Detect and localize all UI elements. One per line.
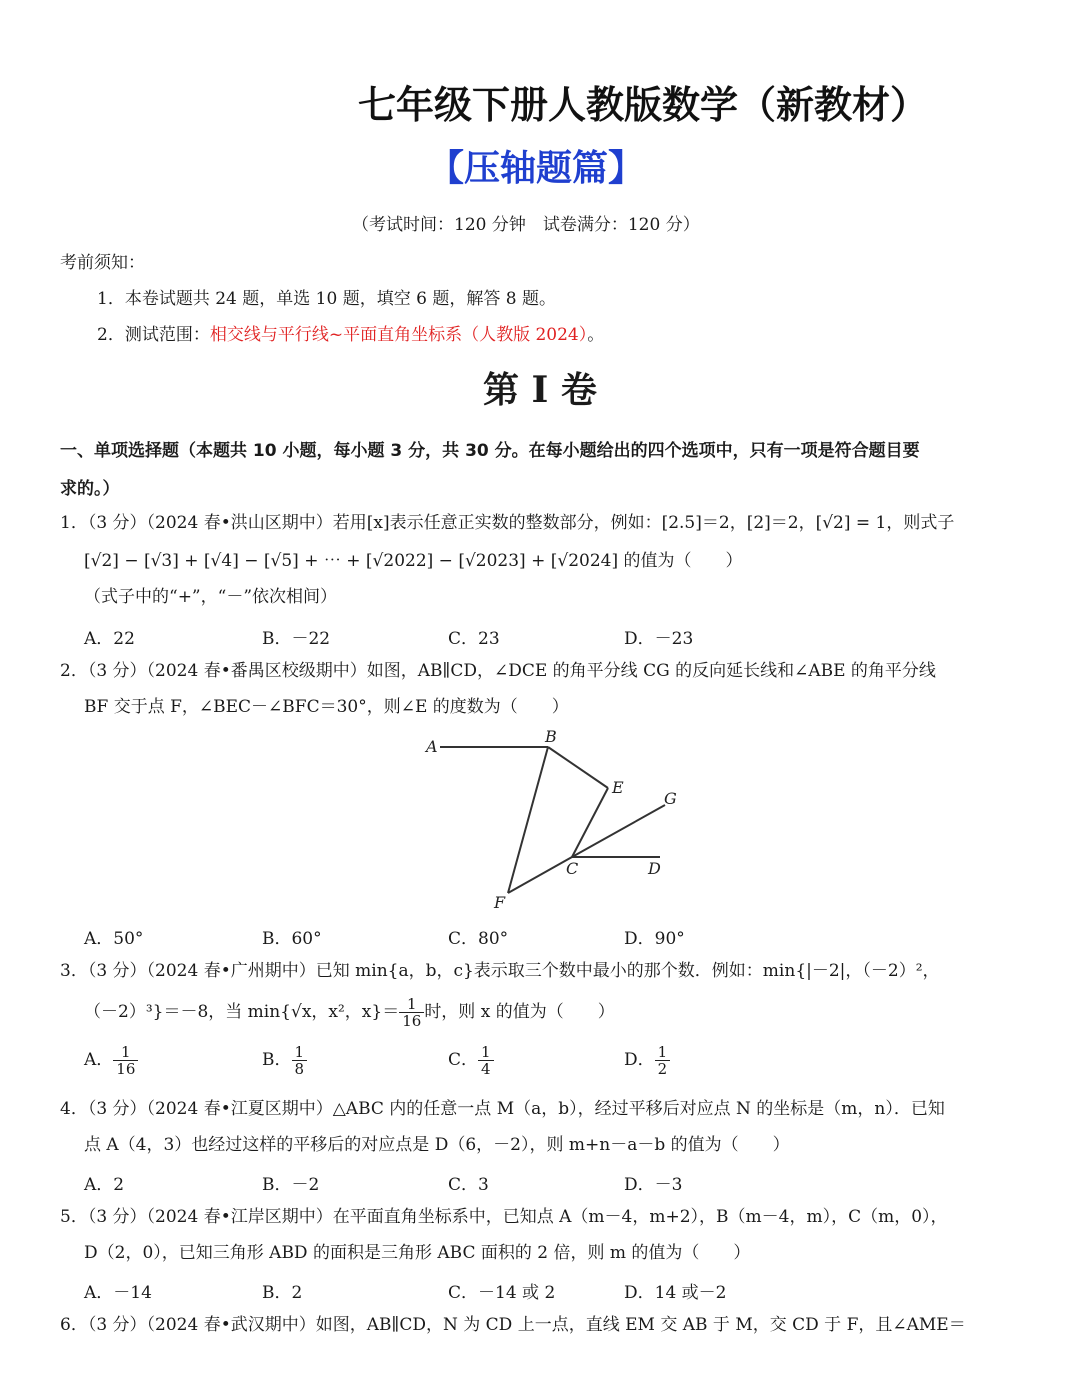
notice-item-2-suffix: 。 [587,325,605,345]
q4-line1: 4．（3 分）（2024 春•江夏区期中）△ABC 内的任意一点 M（a，b），经过平移后对应点 N 的坐标是（m，n）．已知 [60,1099,945,1119]
label-b: B [545,730,557,746]
notice-item-1: 1．本卷试题共 24 题，单选 10 题，填空 6 题，解答 8 题。 [97,289,556,309]
q3-fraction [399,996,424,1029]
q2-line1: 2．（3 分）（2024 春•番禺区校级期中）如图，AB∥CD，∠DCE 的角平分线 CG 的反向延长线和∠ABE 的角平分线 [60,661,936,681]
q3-option-a [84,1044,138,1077]
label-g: G [664,789,677,808]
q5-line2: D（2，0），已知三角形 ABD 的面积是三角形 ABC 面积的 2 倍，则 m 的值为（ ） [84,1243,751,1263]
q3-option-b-num: 1 [292,1044,308,1061]
q3-option-d-fraction [655,1044,671,1077]
q3-option-b-den: 8 [294,1060,305,1078]
q3-option-a-num: 1 [113,1044,138,1061]
q4-line2: 点 A（4，3）也经过这样的平移后的对应点是 D（6，－2），则 m+n－a－b 的值为（ ） [84,1135,790,1155]
q5-option-a: A．－14 [84,1283,152,1303]
q3-option-c-label: C． [448,1050,479,1070]
q4-option-b: B．－2 [262,1175,320,1195]
q5-option-c: C．－14 或 2 [448,1283,556,1303]
q3-fraction-den: 16 [402,1012,422,1030]
exam-info: （考试时间：120 分钟 试卷满分：120 分） [352,215,700,235]
q2-option-c: C．80° [448,929,509,949]
label-e: E [612,778,624,797]
q1-line2: [√2] − [√3] + [√4] − [√5] + ⋯ + [√2022] − [√2023] + [√2024] 的值为（ ） [84,551,743,571]
notice-heading: 考前须知： [60,253,145,273]
page-title: 七年级下册人教版数学（新教材） [358,83,929,127]
label-f: F [494,893,506,912]
q3-option-a-fraction [113,1044,138,1077]
q1-line3: （式子中的“+”，“－”依次相间） [84,587,338,607]
q3-option-d [624,1044,670,1077]
q1-option-a: A．22 [84,629,135,649]
q3-option-b [262,1044,307,1077]
q2-option-a: A．50° [84,929,144,949]
q1-option-d: D．－23 [624,629,694,649]
q3-option-d-den: 2 [657,1060,668,1078]
segment-be [548,747,608,788]
q6-line1: 6．（3 分）（2024 春•武汉期中）如图，AB∥CD，N 为 CD 上一点，直线 EM 交 AB 于 M，交 CD 于 F，且∠AME＝ [60,1315,966,1335]
q4-option-a: A．2 [84,1175,125,1195]
q3-option-b-label: B． [262,1050,292,1070]
label-c: C [566,859,579,878]
q4-option-d: D．－3 [624,1175,683,1195]
q2-option-d: D．90° [624,929,685,949]
segment-cf [508,857,572,893]
label-d: D [648,859,661,878]
q3-line2 [84,996,615,1029]
q5-option-d: D．14 或－2 [624,1283,727,1303]
segment-bf [508,747,548,893]
q3-option-d-num: 1 [655,1044,671,1061]
q3-line1: 3．（3 分）（2024 春•广州期中）已知 min{a，b，c}表示取三个数中最小的那个数．例如：min{|－2|，（－2）²， [60,961,940,981]
q3-option-c-fraction [478,1044,494,1077]
section-heading-line2: 求的。） [60,479,120,499]
q2-line2: BF 交于点 F，∠BEC－∠BFC＝30°，则∠E 的度数为（ ） [84,697,569,717]
test-scope: 相交线与平行线~平面直角坐标系（人教版 2024） [209,325,588,345]
q2-option-b: B．60° [262,929,322,949]
q5-option-b: B．2 [262,1283,303,1303]
q3-option-c-den: 4 [481,1060,491,1078]
notice-item-2-prefix: 2．测试范围： [97,325,210,345]
q3-option-d-label: D． [624,1050,655,1070]
q2-geometry-figure [420,730,690,915]
q3-line2-end: 时，则 x 的值为（ ） [424,1002,615,1022]
q1-option-b: B．－22 [262,629,331,649]
page-subtitle: 【压轴题篇】 [428,148,645,189]
section-heading-line1: 一、单项选择题（本题共 10 小题，每小题 3 分，共 30 分。在每小题给出的四个选项中，只有一项是符合题目要 [60,441,920,461]
q5-line1: 5．（3 分）（2024 春•江岸区期中）在平面直角坐标系中，已知点 A（m－4，m+2），B（m－4，m），C（m，0）， [60,1207,948,1227]
q3-line2-start: （－2）³}＝－8，当 min{√x，x²，x}＝ [84,1002,400,1022]
q3-option-a-den: 16 [116,1060,136,1078]
notice-item-2 [97,324,604,346]
q3-option-c-num: 1 [478,1044,494,1061]
q4-option-c: C．3 [448,1175,489,1195]
q1-line1: 1．（3 分）（2024 春•洪山区期中）若用[x]表示任意正实数的整数部分，例如：[2.5]＝2，[2]＝2，[√2] = 1，则式子 [60,513,955,533]
volume-title: 第 I 卷 [483,369,597,411]
q3-option-b-fraction [292,1044,308,1077]
q3-fraction-num: 1 [399,996,424,1013]
q1-option-c: C．23 [448,629,500,649]
q3-option-c [448,1044,494,1077]
q3-option-a-label: A． [84,1050,114,1070]
label-a: A [426,737,438,756]
